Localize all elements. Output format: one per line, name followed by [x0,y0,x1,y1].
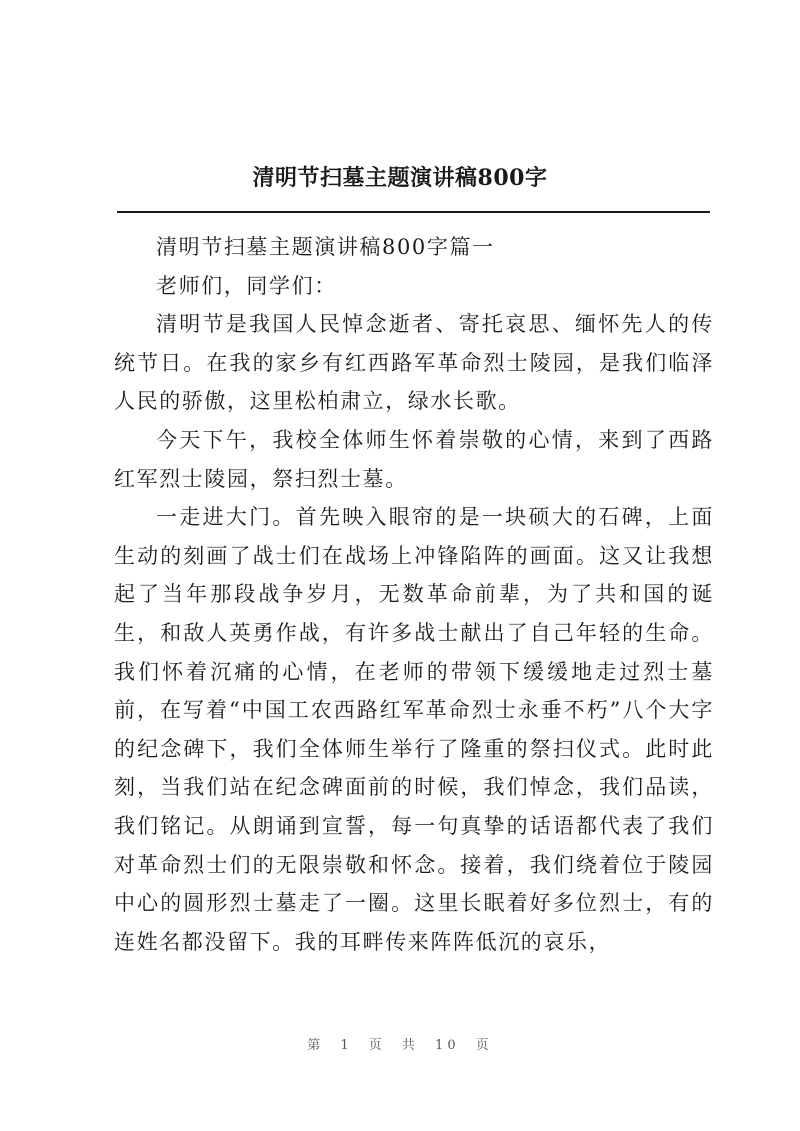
page-number-footer: 第 1 页 共 10 页 [307,1038,493,1053]
document-body [114,228,714,961]
salutation-paragraph: 老师们，同学们： [156,273,337,298]
body-paragraph: 今天下午，我校全体师生怀着崇敬的心情，来到了西路红军烈士陵园，祭扫烈士墓。 [114,427,714,491]
document-title: 清明节扫墓主题演讲稿800字 [252,165,548,191]
body-paragraph: 清明节是我国人民悼念逝者、寄托哀思、缅怀先人的传统节日。在我的家乡有红西路军革命烈士陵园，是我们临泽人民的骄傲，这里松柏肃立，绿水长歌。 [114,312,714,414]
body-paragraph: 一走进大门。首先映入眼帘的是一块硕大的石碑，上面生动的刻画了战士们在战场上冲锋陷阵的画面。这又让我想起了当年那段战争岁月，无数革命前辈，为了共和国的诞生，和敌人英勇作战，有许多战士献出了自己年轻的生命。我们怀着沉痛的心情，在老师的带领下缓缓地走过烈士墓前，在写着“中国工农西路红军革命烈士永垂不朽”八个大字的纪念碑下，我们全体师生举行了隆重的祭扫仪式。此时此刻，当我们站在纪念碑面前的时候，我们悼念，我们品读，我们铭记。从朗诵到宣誓，每一句真挚的话语都代表了我们对革命烈士们的无限崇敬和怀念。接着，我们绕着位于陵园中心的圆形烈士墓走了一圈。这里长眠着好多位烈士，有的连姓名都没留下。我的耳畔传来阵阵低沉的哀乐， [114,505,714,954]
section-heading: 清明节扫墓主题演讲稿800字篇一 [156,235,495,259]
title-underline [117,211,710,213]
